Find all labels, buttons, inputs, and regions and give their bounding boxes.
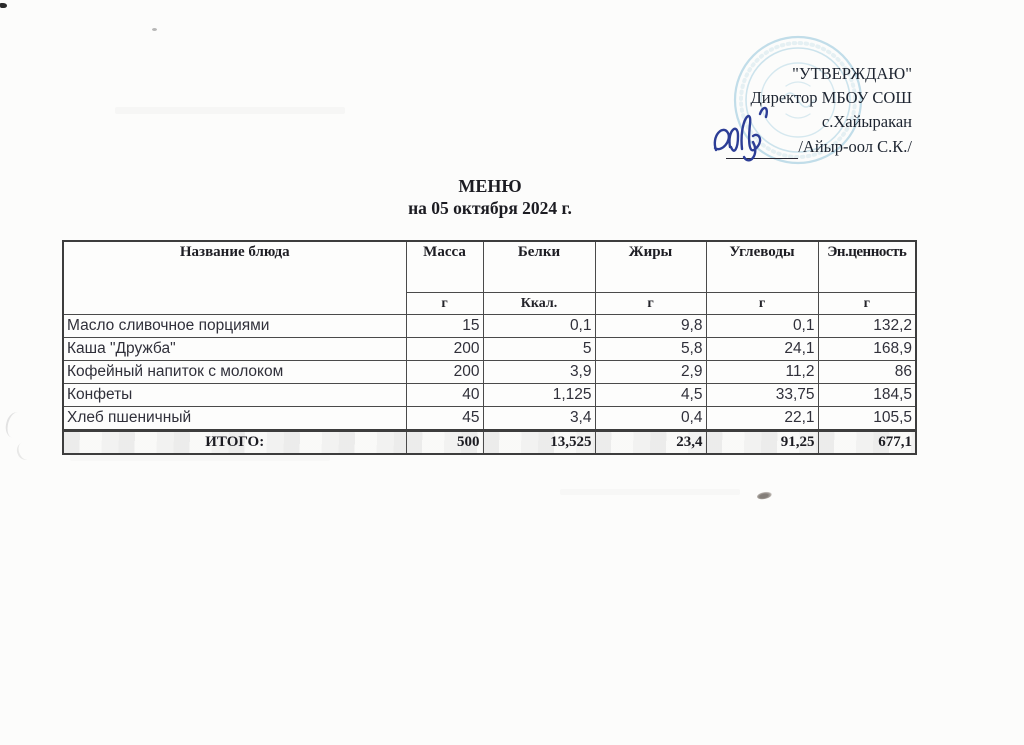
pencil-mark xyxy=(14,440,35,462)
carbs-cell: 11,2 xyxy=(706,361,818,384)
mass-cell: 40 xyxy=(406,384,483,407)
signature-scribble-icon xyxy=(708,98,823,173)
signature-name: /Айыр-оол С.К./ xyxy=(798,137,912,156)
fat-cell: 0,4 xyxy=(595,407,706,431)
fat-cell: 4,5 xyxy=(595,384,706,407)
table-total-row xyxy=(63,431,916,455)
title-menu: МЕНЮ xyxy=(458,176,522,196)
fat-cell: 9,8 xyxy=(595,315,706,338)
scan-streak xyxy=(115,107,345,114)
unit-energy: г xyxy=(818,293,916,315)
protein-cell: 3,4 xyxy=(483,407,595,431)
pencil-mark xyxy=(3,410,27,440)
approval-line-1: "УТВЕРЖДАЮ" xyxy=(792,64,912,83)
scan-speck xyxy=(0,3,7,8)
mass-cell: 200 xyxy=(406,361,483,384)
fat-cell: 5,8 xyxy=(595,338,706,361)
dish-name-cell: Каша "Дружба" xyxy=(63,338,406,361)
dish-name-cell: Масло сливочное порциями xyxy=(63,315,406,338)
dish-name-cell: Конфеты xyxy=(63,384,406,407)
col-header-carbs: Углеводы xyxy=(706,241,818,293)
unit-carbs: г xyxy=(706,293,818,315)
total-protein-cell: 13,525 xyxy=(483,431,595,455)
approval-line-3: с.Хайыракан xyxy=(821,112,912,131)
col-header-energy: Эн.ценность xyxy=(818,241,916,293)
energy-cell: 168,9 xyxy=(818,338,916,361)
approval-line-2: Директор МБОУ СОШ xyxy=(750,88,912,107)
carbs-cell: 24,1 xyxy=(706,338,818,361)
total-fat-cell: 23,4 xyxy=(595,431,706,455)
dish-name-cell: Кофейный напиток с молоком xyxy=(63,361,406,384)
total-carbs-cell: 91,25 xyxy=(706,431,818,455)
carbs-cell: 22,1 xyxy=(706,407,818,431)
table-row xyxy=(63,338,916,361)
protein-cell: 5 xyxy=(483,338,595,361)
total-label: ИТОГО: xyxy=(63,431,406,455)
protein-cell: 1,125 xyxy=(483,384,595,407)
table-row xyxy=(63,384,916,407)
dish-name-cell: Хлеб пшеничный xyxy=(63,407,406,431)
title-date: на 05 октября 2024 г. xyxy=(408,198,572,218)
table-row xyxy=(63,361,916,384)
menu-table xyxy=(62,240,917,455)
table-row xyxy=(63,315,916,338)
carbs-cell: 0,1 xyxy=(706,315,818,338)
energy-cell: 105,5 xyxy=(818,407,916,431)
col-header-mass: Масса xyxy=(406,241,483,293)
document-title xyxy=(190,175,790,220)
scan-smudge xyxy=(756,491,772,501)
protein-cell: 3,9 xyxy=(483,361,595,384)
col-header-fat: Жиры xyxy=(595,241,706,293)
energy-cell: 86 xyxy=(818,361,916,384)
unit-protein: Ккал. xyxy=(483,293,595,315)
carbs-cell: 33,75 xyxy=(706,384,818,407)
col-header-protein: Белки xyxy=(483,241,595,293)
energy-cell: 184,5 xyxy=(818,384,916,407)
scan-streak xyxy=(70,455,330,461)
mass-cell: 200 xyxy=(406,338,483,361)
unit-fat: г xyxy=(595,293,706,315)
energy-cell: 132,2 xyxy=(818,315,916,338)
total-mass-cell: 500 xyxy=(406,431,483,455)
mass-cell: 15 xyxy=(406,315,483,338)
unit-mass: г xyxy=(406,293,483,315)
scan-speck xyxy=(152,28,157,31)
fat-cell: 2,9 xyxy=(595,361,706,384)
col-header-dish: Название блюда xyxy=(63,241,406,315)
table-row xyxy=(63,407,916,431)
total-energy-cell: 677,1 xyxy=(818,431,916,455)
protein-cell: 0,1 xyxy=(483,315,595,338)
table-header-row xyxy=(63,241,916,293)
scan-streak xyxy=(560,489,740,495)
mass-cell: 45 xyxy=(406,407,483,431)
